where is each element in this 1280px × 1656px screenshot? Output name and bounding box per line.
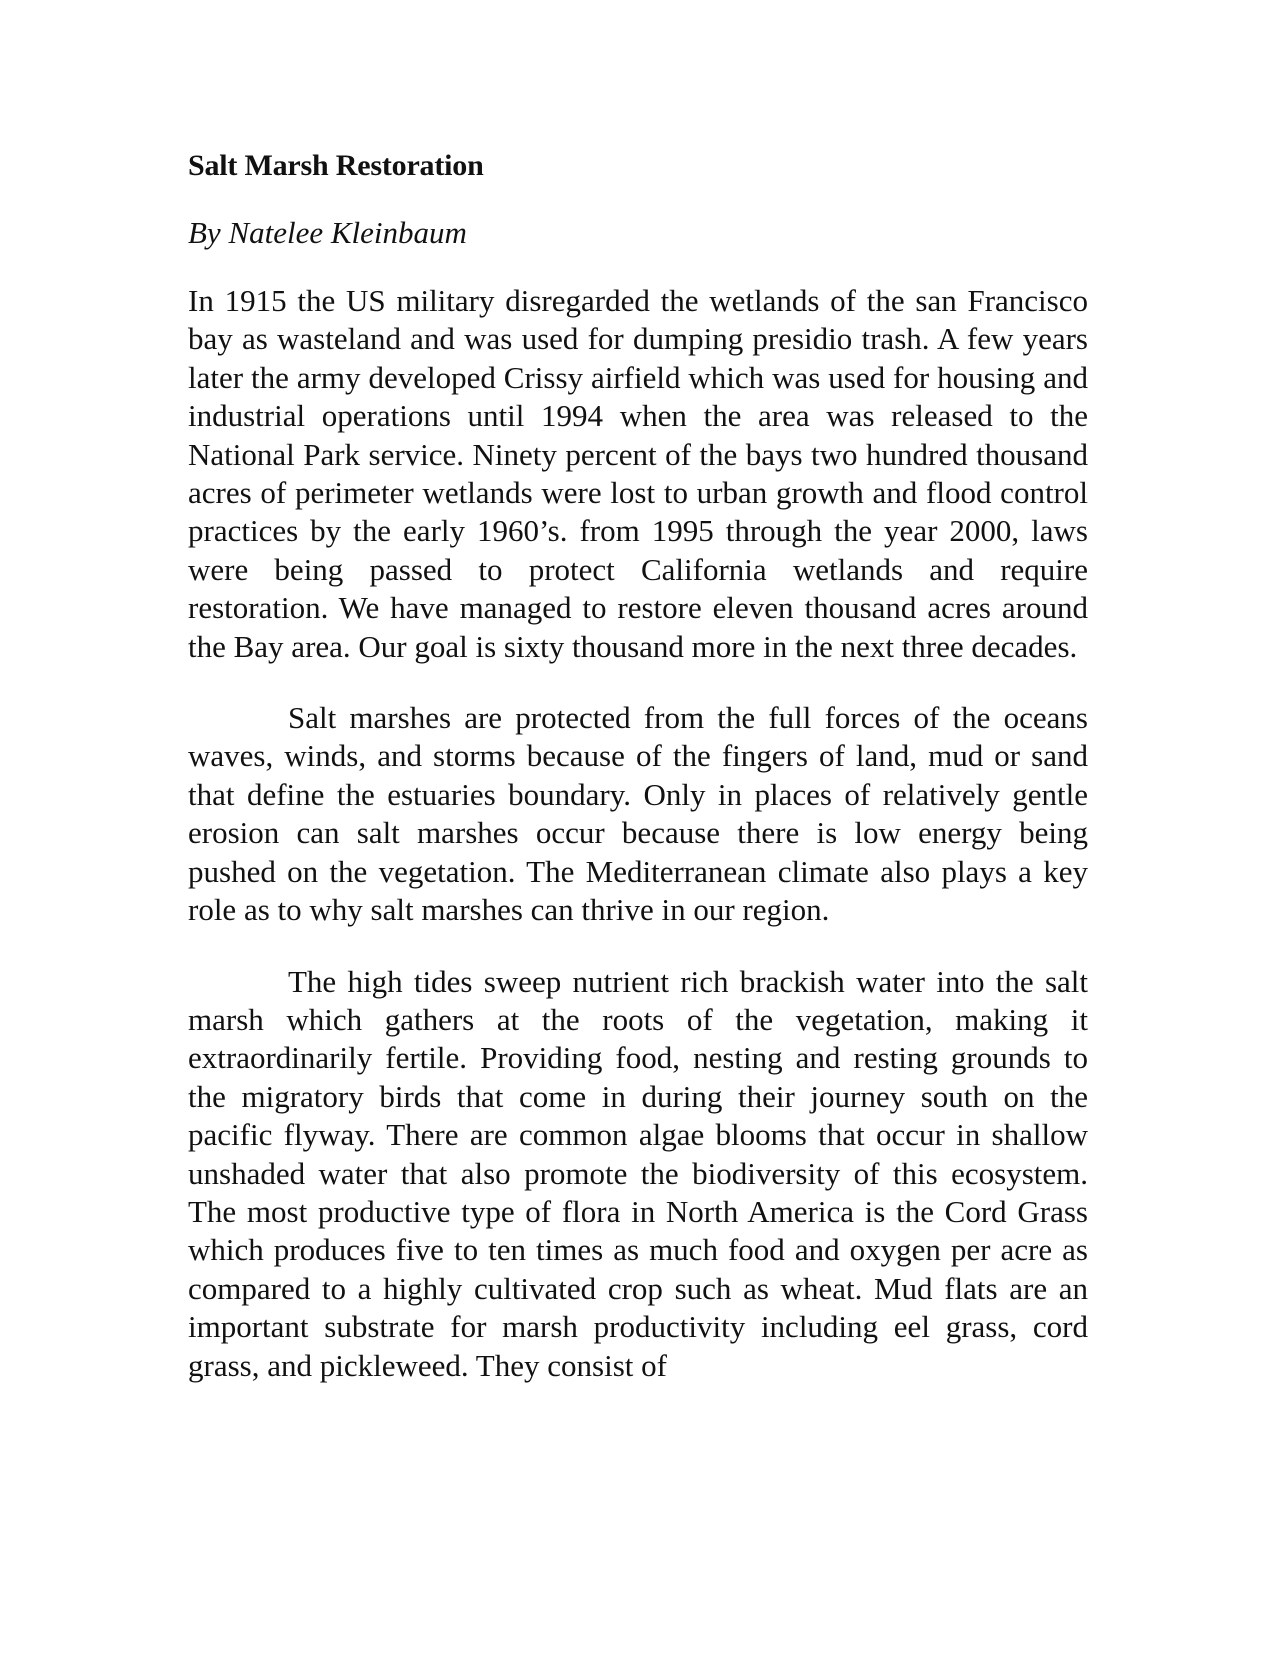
paragraph-history: In 1915 the US military disregarded the wetlands of the san Francisco bay as wasteland and was used for dumping presidio trash. A few years later the army developed Crissy airfield which was used for housing and industrial operations until 1994 when the area was released to the National Park service. Ninety percent of the bays two hundred thousand acres of perimeter wetlands were lost to urban growth and flood control practices by the early 1960’s. from 1995 through the year 2000, laws were being passed to protect California wetlands and require restoration. We have managed to restore eleven thousand acres around the Bay area. Our goal is sixty thousand more in the next three decades.: [188, 283, 1088, 664]
paragraph-fertility: The high tides sweep nutrient rich brackish water into the salt marsh which gathers at the roots of the vegetation, making it extraordinarily fertile. Providing food, nesting and resting grounds to the migratory birds that come in during their journey south on the pacific flyway. There are common algae blooms that occur in shallow unshaded water that also promote the biodiversity of this ecosystem. The most productive type of flora in North America is the Cord Grass which produces five to ten times as much food and oxygen per acre as compared to a highly cultivated crop such as wheat. Mud flats are an important substrate for marsh productivity including eel grass, cord grass, and pickleweed. They consist of: [188, 963, 1088, 1383]
author-byline: By Natelee Kleinbaum: [188, 215, 467, 250]
document-body: [188, 148, 1088, 1385]
paragraph-protection: Salt marshes are protected from the full forces of the oceans waves, winds, and storms because of the fingers of land, mud or sand that define the estuaries boundary. Only in places of relatively gentle erosion can salt marshes occur because there is low energy being pushed on the vegetation. The Mediterranean climate also plays a key role as to why salt marshes can thrive in our region.: [188, 700, 1088, 928]
document-title: Salt Marsh Restoration: [188, 149, 484, 182]
